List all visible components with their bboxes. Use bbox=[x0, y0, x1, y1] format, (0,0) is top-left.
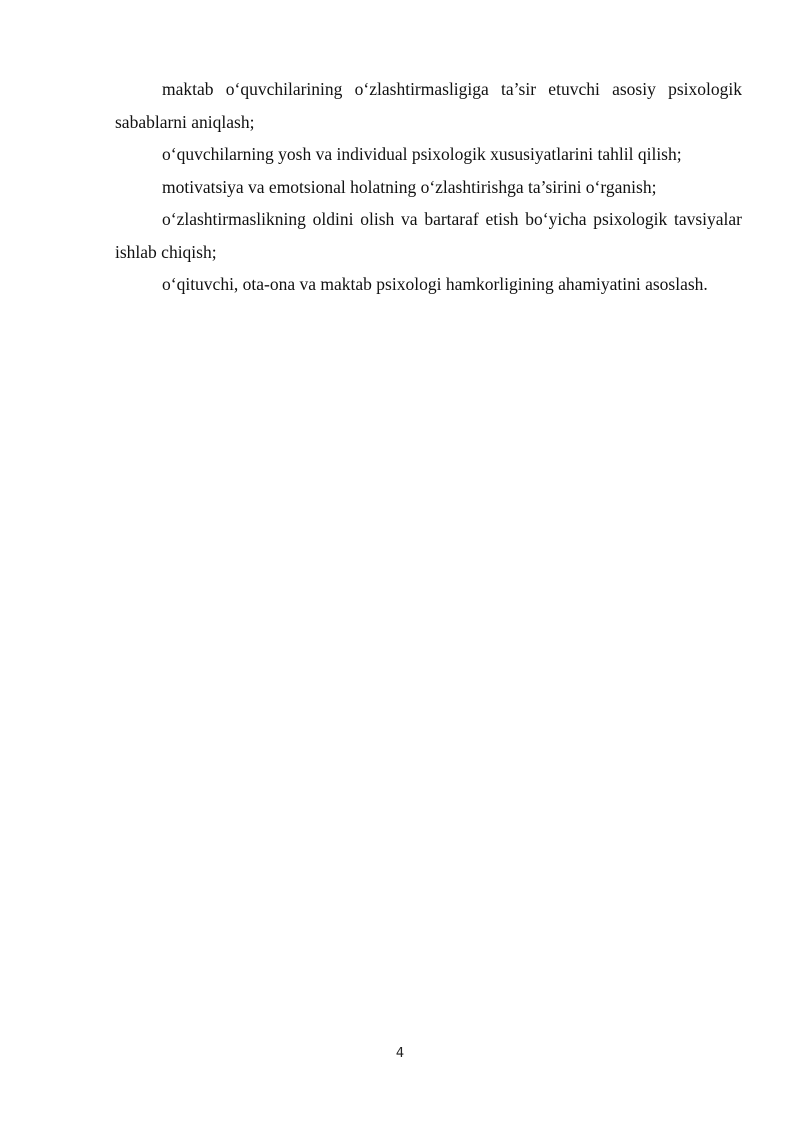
task-item-5: o‘qituvchi, ota-ona va maktab psixologi hamkorligining ahamiyatini asoslash. bbox=[162, 274, 708, 294]
body-text bbox=[115, 73, 742, 301]
task-item-3: motivatsiya va emotsional holatning o‘zlashtirishga ta’sirini o‘rganish; bbox=[162, 176, 657, 197]
task-item-4: o‘zlashtirmaslikning oldini olish va bartaraf etish bo‘yicha psixologik tavsiyalar ishlab chiqish; bbox=[115, 209, 742, 262]
task-item-1: maktab o‘quvchilarining o‘zlashtirmasligiga ta’sir etuvchi asosiy psixologik sabablarni aniqlash; bbox=[115, 79, 742, 132]
page-number: 4 bbox=[395, 1046, 405, 1061]
task-item-2: o‘quvchilarning yosh va individual psixologik xususiyatlarini tahlil qilish; bbox=[162, 144, 682, 164]
